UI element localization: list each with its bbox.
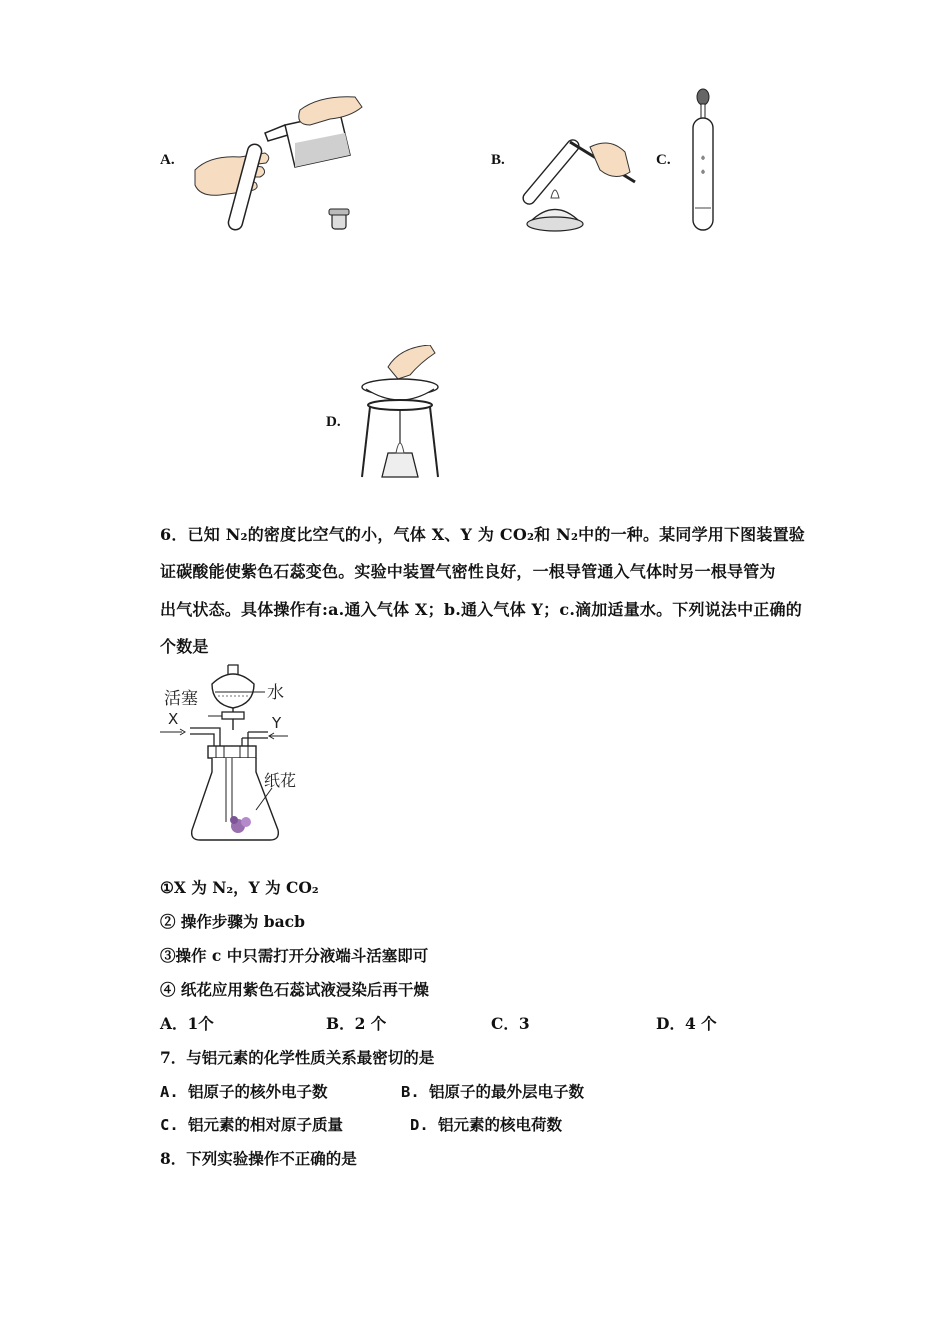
option-d-evaporating-dish-illustration: [350, 345, 450, 480]
q7-choice-b[interactable]: B. 铝原子的最外层电子数: [401, 1083, 584, 1101]
option-c-dropper-illustration: [688, 88, 718, 236]
option-b-label: B.: [491, 152, 505, 168]
q6-statement-4: ④ 纸花应用紫色石蕊试液浸染后再干燥: [160, 980, 429, 999]
q6-statement-3: ③操作 c 中只需打开分液端斗活塞即可: [160, 946, 429, 965]
q6-choice-a[interactable]: A．1个: [160, 1014, 214, 1033]
label-stopcock: 活塞: [164, 689, 198, 709]
label-x: X: [168, 710, 179, 728]
option-b-heating-illustration: [515, 112, 645, 237]
q6-stem-line-1: 6．已知 N₂的密度比空气的小，气体 X、Y 为 CO₂和 N₂中的一种。某同学用下图装置验: [160, 525, 805, 544]
label-paper-flower: 纸花: [264, 771, 297, 790]
label-y: Y: [272, 714, 282, 732]
q6-choice-b[interactable]: B．2 个: [326, 1014, 387, 1033]
q6-stem-line-3: 出气状态。具体操作有:a.通入气体 X；b.通入气体 Y；c.滴加适量水。下列说法中正确的: [160, 600, 802, 619]
q8-stem: 8．下列实验操作不正确的是: [160, 1149, 357, 1168]
q6-choice-d[interactable]: D．4 个: [656, 1014, 717, 1033]
q6-stem-line-4: 个数是: [160, 637, 209, 656]
q7-stem: 7．与铝元素的化学性质关系最密切的是: [160, 1048, 435, 1067]
q7-choice-a[interactable]: A. 铝原子的核外电子数: [160, 1083, 328, 1101]
q6-stem-line-2: 证碳酸能使紫色石蕊变色。实验中装置气密性良好，一根导管通入气体时另一根导管为: [160, 562, 776, 581]
q6-statement-2: ② 操作步骤为 bacb: [160, 912, 305, 931]
q6-statement-1: ①X 为 N₂，Y 为 CO₂: [160, 878, 319, 897]
q6-choice-c[interactable]: C．3: [491, 1014, 530, 1033]
option-a-label: A.: [160, 152, 175, 168]
option-a-pouring-illustration: [190, 95, 365, 240]
option-d-label: D.: [326, 414, 341, 430]
option-c-label: C.: [656, 152, 671, 168]
q7-choice-d[interactable]: D. 铝元素的核电荷数: [410, 1116, 562, 1134]
q7-choice-c[interactable]: C. 铝元素的相对原子质量: [160, 1116, 343, 1134]
q6-apparatus-diagram: [160, 660, 310, 846]
label-water: 水: [267, 683, 284, 703]
